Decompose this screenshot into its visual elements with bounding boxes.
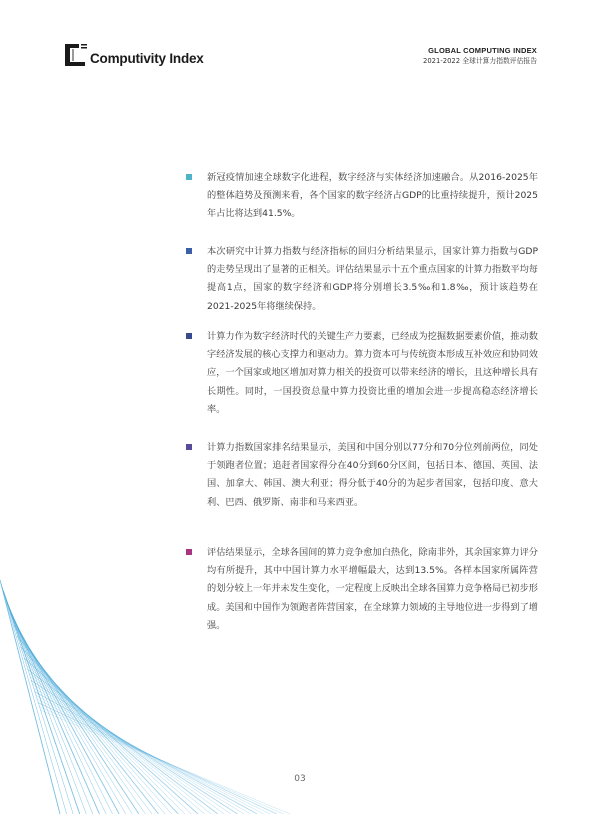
decorative-ray xyxy=(27,669,217,814)
square-bullet-icon xyxy=(186,248,192,254)
decorative-ray xyxy=(18,639,165,814)
decorative-ray xyxy=(15,628,146,814)
decorative-ray xyxy=(24,658,198,814)
list-item-text: 本次研究中计算力指数与经济指标的回归分析结果显示，国家计算力指数与GDP的走势呈现出了显著的正相关。评估结果显示十五个重点国家的计算力指数平均每提高1点，国家的数字经济和GDP将分别增长3.5‰和1.8‰，预计该趋势在2021-2025年将继续保持。 xyxy=(207,246,538,312)
report-title-en: GLOBAL COMPUTING INDEX xyxy=(428,46,537,55)
list-item-text: 新冠疫情加速全球数字化进程，数字经济与实体经济加速融合。从2016-2025年的整体趋势及预测来看，各个国家的数字经济占GDP的比重持续提升，预计2025年占比将达到41.5%。 xyxy=(207,172,538,220)
list-item xyxy=(186,328,538,429)
list-item-text: 评估结果显示，全球各国间的算力竞争愈加白热化，除南非外，其余国家算力评分均有所提升，其中中国计算力水平增幅最大，达到13.5%。各样本国家所属阵营的划分较上一年并未发生变化，一定程度上反映出全球各国算力竞争格局已初步形成。美国和中国作为领跑者阵营国家，在全球算力领域的主导地位进一步得到了增强。 xyxy=(207,547,538,631)
list-item-text: 计算力作为数字经济时代的关键生产力要素，已经成为挖掘数据要素价值，推动数字经济发展的核心支撑力和驱动力。算力资本可与传统资本形成互补效应和协同效应，一个国家或地区增加对算力相关的投资可以带来经济的增长，且这种增长具有长期性。同时，一国投资总量中算力投资比重的增加会进一步提高稳态经济增长率。 xyxy=(207,331,538,415)
logo-text: Computivity Index xyxy=(90,51,204,66)
square-bullet-icon xyxy=(186,549,192,555)
report-title xyxy=(423,46,537,67)
logo xyxy=(63,40,213,70)
key-findings-list xyxy=(186,169,538,635)
list-item xyxy=(186,243,538,317)
list-item-text: 计算力指数国家排名结果显示，美国和中国分别以77分和70分位列前两位，同处于领跑者位置；追赶者国家得分在40分到60分区间，包括日本、德国、英国、法国、加拿大、韩国、澳大利亚；得分低于40分的为起步者国家，包括印度、意大利、巴西、俄罗斯、南非和马来西亚。 xyxy=(207,442,538,508)
square-bullet-icon xyxy=(186,333,192,339)
logo-mark-icon xyxy=(63,40,89,70)
square-bullet-icon xyxy=(186,174,192,180)
square-bullet-icon xyxy=(186,444,192,450)
report-title-cn: 2021-2022 全球计算力指数评估报告 xyxy=(423,57,537,65)
decorative-ray xyxy=(25,662,204,814)
list-item xyxy=(186,439,538,525)
page-header xyxy=(0,0,600,90)
page-number: 03 xyxy=(294,774,306,784)
decorative-ray xyxy=(40,710,290,814)
decorative-ray xyxy=(21,647,179,814)
decorative-ray xyxy=(22,651,185,814)
list-item xyxy=(186,169,538,243)
